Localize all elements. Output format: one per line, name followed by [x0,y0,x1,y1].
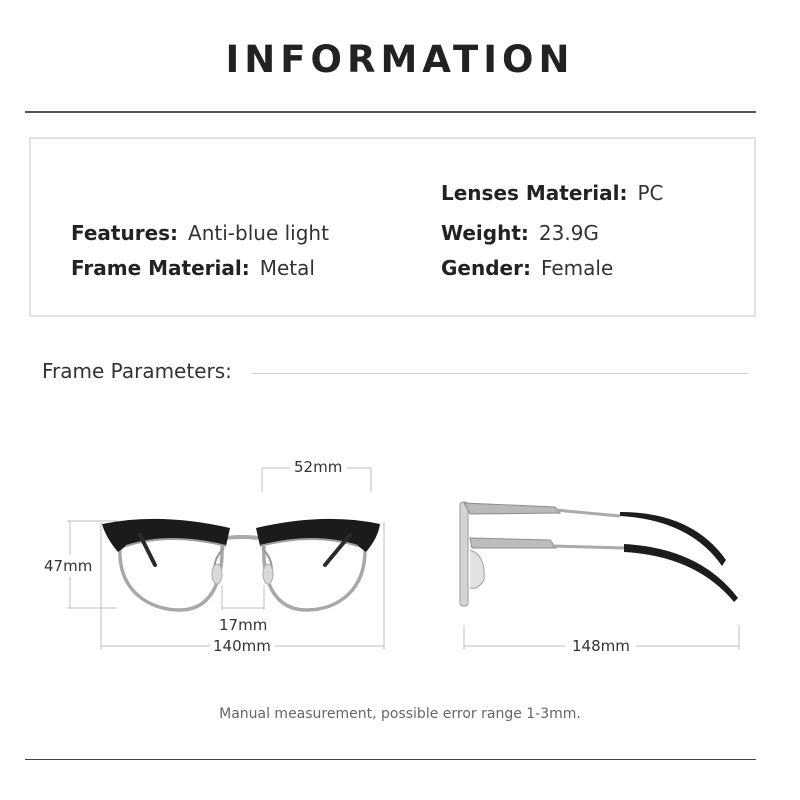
frame-parameters-label: Frame Parameters: [42,359,232,383]
frame-material-value: Metal [259,256,315,280]
weight-value: 23.9G [538,221,599,245]
glasses-front-view [102,519,380,610]
bridge-width-label: 17mm [219,616,268,634]
gender-value: Female [540,256,614,280]
lens-width-label: 52mm [294,458,343,476]
lenses-material-value: PC [637,181,664,205]
dimension-lines [67,468,739,650]
frame-width-label: 140mm [213,637,271,655]
features-label: Features: [71,221,179,245]
page-title: INFORMATION [225,38,575,81]
gender-label: Gender: [441,256,531,280]
frame-material-label: Frame Material: [71,256,250,280]
footer-divider [25,759,756,760]
weight-label: Weight: [441,221,529,245]
lenses-material-label: Lenses Material: [441,181,628,205]
temple-length-label: 148mm [572,637,630,655]
lens-height-label: 47mm [44,557,93,575]
measurement-note: Manual measurement, possible error range 1-3mm. [219,706,581,722]
glasses-side-view [460,502,738,606]
features-value: Anti-blue light [188,221,329,245]
